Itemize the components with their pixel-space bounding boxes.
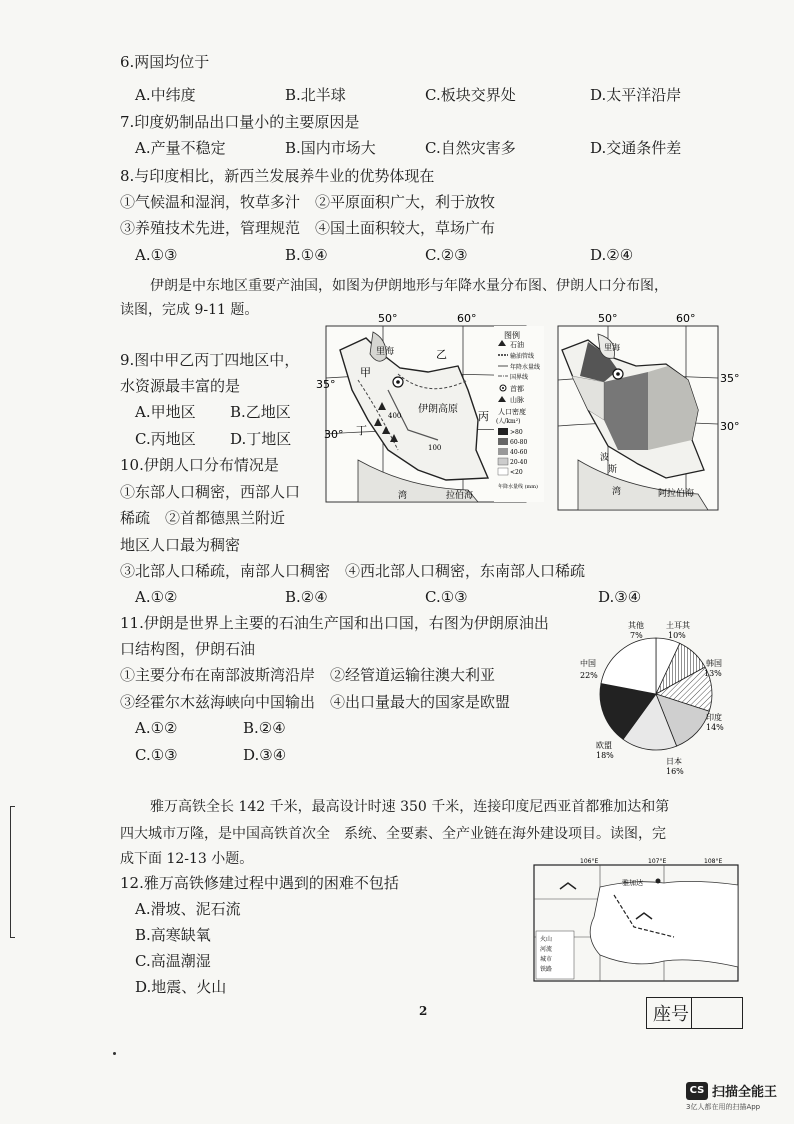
q10-option-d: D.③④ bbox=[598, 588, 642, 606]
jakarta-bandung-railway-map bbox=[524, 857, 746, 985]
map1-gulf: 湾 bbox=[398, 491, 408, 501]
iran-population-map bbox=[548, 310, 758, 516]
map2-lat30: 30° bbox=[720, 420, 740, 433]
map2-gulf-2: 斯 bbox=[608, 465, 618, 475]
intro-12-13-line1: 雅万高铁全长 142 千米，最高设计时速 350 千米，连接印度尼西亚首都雅加达和第 bbox=[150, 799, 670, 815]
q8-option-c: C.②③ bbox=[425, 246, 468, 264]
q12-option-c: C.高温潮湿 bbox=[135, 952, 211, 970]
q11-statement-line2: ③经霍尔木兹海峡向中国输出 ④出口量最大的国家是欧盟 bbox=[120, 693, 511, 711]
iran-oil-export-pie-chart bbox=[570, 616, 742, 776]
q6-stem: 6.两国均位于 bbox=[120, 53, 210, 71]
jakarta-city-icon bbox=[656, 879, 661, 884]
pie-value-other: 7% bbox=[630, 631, 643, 640]
map3-legend-item: 河流 bbox=[540, 946, 553, 953]
q9-option-c: C.丙地区 bbox=[135, 430, 196, 448]
legend-pop-level: 60-80 bbox=[510, 439, 528, 446]
map3-lon107: 107°E bbox=[648, 858, 667, 865]
q10-statement-line2: 稀疏 ②首都德黑兰附近 bbox=[120, 509, 286, 527]
seat-label: 座号 bbox=[653, 1004, 689, 1025]
legend-pipe: 输油管线 bbox=[510, 353, 535, 360]
q6-option-c: C.板块交界处 bbox=[425, 86, 516, 104]
q7-option-c: C.自然灾害多 bbox=[425, 139, 516, 157]
map1-region-jia: 甲 bbox=[360, 366, 371, 379]
legend-mountain: 山脉 bbox=[510, 396, 524, 404]
map1-lat35: 35° bbox=[316, 378, 336, 391]
scanner-tagline: 3亿人都在用的扫描App bbox=[686, 1103, 761, 1111]
q7-option-d: D.交通条件差 bbox=[590, 139, 682, 157]
legend-title: 图例 bbox=[504, 331, 520, 340]
legend-capital: 首都 bbox=[510, 385, 524, 393]
map1-contour-400: 400 bbox=[388, 412, 402, 420]
map2-gulf-1: 波 bbox=[600, 453, 610, 463]
pie-label-korea: 韩国 bbox=[706, 659, 722, 668]
legend-footnote: 年降水量线 (mm) bbox=[498, 484, 538, 490]
q8-option-b: B.①④ bbox=[285, 246, 328, 264]
q9-option-d: D.丁地区 bbox=[230, 430, 292, 448]
legend-contour: 年降水量线 bbox=[510, 364, 541, 371]
map3-legend-item: 铁路 bbox=[540, 966, 553, 973]
map3-lon108: 108°E bbox=[704, 858, 723, 865]
intro-12-13-line2: 四大城市万隆，是中国高铁首次全 系统、全要素、全产业链在海外建设项目。读图，完 bbox=[120, 826, 666, 842]
pie-label-japan: 日本 bbox=[666, 757, 682, 766]
map3-legend-item: 城市 bbox=[540, 956, 553, 963]
q6-option-a: A.中纬度 bbox=[135, 86, 196, 104]
q12-option-a: A.滑坡、泥石流 bbox=[135, 900, 241, 918]
map1-legend bbox=[494, 326, 544, 502]
pie-value-india: 14% bbox=[706, 723, 724, 732]
pie-slices bbox=[600, 638, 712, 750]
q9-option-b: B.乙地区 bbox=[230, 403, 291, 421]
q10-option-c: C.①③ bbox=[425, 588, 468, 606]
pie-label-other: 其他 bbox=[628, 621, 644, 630]
map2-arabian-sea: 阿拉伯海 bbox=[658, 489, 695, 499]
seat-number-field[interactable] bbox=[691, 998, 742, 1028]
q11-stem-line1: 11.伊朗是世界上主要的石油生产国和出口国，右图为伊朗原油出 bbox=[120, 614, 549, 632]
q11-option-b: B.②④ bbox=[243, 719, 286, 737]
q8-stem: 8.与印度相比，新西兰发展养牛业的优势体现在 bbox=[120, 167, 435, 185]
q7-option-b: B.国内市场大 bbox=[285, 139, 376, 157]
map3-lon106: 106°E bbox=[580, 858, 599, 865]
stray-mark bbox=[113, 1052, 116, 1055]
pie-value-eu: 18% bbox=[596, 751, 614, 760]
q10-statement-line1: ①东部人口稠密，西部人口 bbox=[120, 483, 301, 501]
map1-region-ding: 丁 bbox=[356, 424, 367, 437]
map2-caspian: 里海 bbox=[604, 343, 620, 352]
q10-statement-line4: ③北部人口稀疏，南部人口稠密 ④西北部人口稠密，东南部人口稀疏 bbox=[120, 562, 586, 580]
legend-oil: 石油 bbox=[510, 341, 524, 349]
map1-lon60: 60° bbox=[457, 312, 477, 325]
q8-statement-1: ①气候温和湿润，牧草多汁 ②平原面积广大，利于放牧 bbox=[120, 193, 496, 211]
map2-lon60: 60° bbox=[676, 312, 696, 325]
q9-option-a: A.甲地区 bbox=[135, 403, 196, 421]
legend-pop-level: 20-40 bbox=[510, 459, 528, 466]
pie-label-turkey: 土耳其 bbox=[666, 621, 690, 630]
q10-option-b: B.②④ bbox=[285, 588, 328, 606]
q8-option-d: D.②④ bbox=[590, 246, 634, 264]
q11-option-c: C.①③ bbox=[135, 746, 178, 764]
q12-option-d: D.地震、火山 bbox=[135, 978, 227, 996]
q11-option-d: D.③④ bbox=[243, 746, 287, 764]
q12-option-b: B.高寒缺氧 bbox=[135, 926, 211, 944]
q11-option-a: A.①② bbox=[135, 719, 178, 737]
map3-legend bbox=[536, 931, 574, 979]
page-number: 2 bbox=[419, 1004, 428, 1018]
map1-region-bing: 丙 bbox=[478, 410, 489, 423]
legend-border: 国界线 bbox=[510, 374, 529, 381]
pie-label-china: 中国 bbox=[580, 659, 596, 668]
map1-plateau: 伊朗高原 bbox=[418, 404, 458, 415]
seat-number-box[interactable] bbox=[646, 997, 743, 1029]
q7-stem: 7.印度奶制品出口量小的主要原因是 bbox=[120, 113, 360, 131]
q10-statement-line3: 地区人口最为稠密 bbox=[120, 536, 241, 554]
iran-terrain-precipitation-map bbox=[318, 310, 546, 510]
q8-statement-2: ③养殖技术先进，管理规范 ④国土面积较大，草场广布 bbox=[120, 219, 496, 237]
intro-9-11-line1: 伊朗是中东地区重要产油国，如图为伊朗地形与年降水量分布图、伊朗人口分布图， bbox=[150, 278, 668, 294]
pie-value-korea: 13% bbox=[704, 669, 722, 678]
legend-pop-level: 40-60 bbox=[510, 449, 528, 456]
q11-stem-line2: 口结构图，伊朗石油 bbox=[120, 640, 256, 658]
map1-lon50: 50° bbox=[378, 312, 398, 325]
map1-caspian: 里海 bbox=[376, 347, 395, 357]
q9-stem-line1: 9.图中甲乙丙丁四地区中， bbox=[120, 351, 300, 369]
legend-pop-level: <20 bbox=[510, 469, 523, 476]
map3-legend-item: 火山 bbox=[540, 936, 553, 943]
legend-pop-title: 人口密度 bbox=[498, 408, 526, 416]
map2-gulf-3: 湾 bbox=[612, 487, 622, 497]
pie-label-eu: 欧盟 bbox=[596, 741, 612, 750]
q10-stem: 10.伊朗人口分布情况是 bbox=[120, 456, 279, 474]
intro-9-11-line2: 读图，完成 9-11 题。 bbox=[120, 302, 259, 318]
map3-city-label: 雅加达 bbox=[622, 879, 643, 887]
q9-stem-line2: 水资源最丰富的是 bbox=[120, 377, 241, 395]
q6-option-b: B.北半球 bbox=[285, 86, 346, 104]
q6-option-d: D.太平洋沿岸 bbox=[590, 86, 682, 104]
q11-statement-line1: ①主要分布在南部波斯湾沿岸 ②经管道运输往澳大利亚 bbox=[120, 666, 496, 684]
scanner-watermark bbox=[686, 1080, 778, 1111]
legend-pop-unit: (人/km²) bbox=[496, 418, 521, 425]
map2-lat35: 35° bbox=[720, 372, 740, 385]
map1-region-yi: 乙 bbox=[436, 348, 447, 361]
pie-value-china: 22% bbox=[580, 671, 598, 680]
pie-value-japan: 16% bbox=[666, 767, 684, 776]
q8-option-a: A.①③ bbox=[135, 246, 178, 264]
binding-margin-mark bbox=[10, 806, 15, 938]
map1-contour-100: 100 bbox=[428, 444, 442, 452]
q10-option-a: A.①② bbox=[135, 588, 178, 606]
legend-pop-level: >80 bbox=[510, 429, 523, 436]
scanner-app-name: 扫描全能王 bbox=[712, 1085, 778, 1100]
q7-option-a: A.产量不稳定 bbox=[135, 139, 226, 157]
intro-12-13-line3: 成下面 12-13 小题。 bbox=[120, 851, 254, 867]
pie-label-india: 印度 bbox=[706, 713, 722, 722]
map2-lon50: 50° bbox=[598, 312, 618, 325]
map1-arabian-sea: 拉伯海 bbox=[446, 491, 474, 501]
pie-value-turkey: 10% bbox=[668, 631, 686, 640]
camscanner-logo-icon: CS bbox=[686, 1082, 708, 1100]
map1-lat30: 30° bbox=[324, 428, 344, 441]
q12-stem: 12.雅万高铁修建过程中遇到的困难不包括 bbox=[120, 874, 399, 892]
